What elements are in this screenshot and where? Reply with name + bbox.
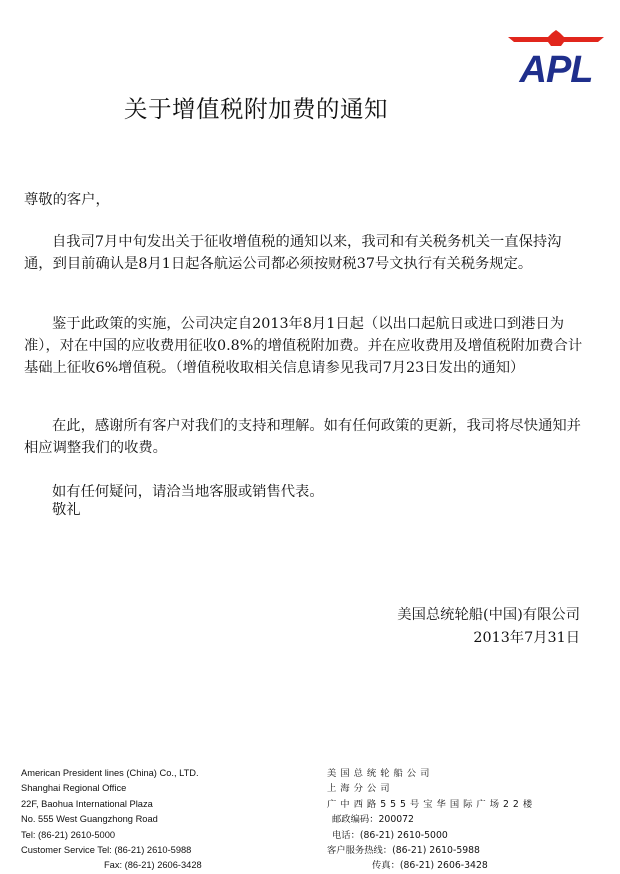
footer-cn-company: 美国总统轮船公司 (327, 768, 434, 779)
signature-date: 2013年7月31日 (473, 630, 580, 646)
footer-en-floor: 22F, Baohua International Plaza (21, 798, 153, 809)
footer-cn-postcode: 邮政编码：200072 (332, 814, 414, 826)
footer-english (21, 766, 202, 874)
footer-cn-fax: 传真：(86-21) 2606-3428 (372, 860, 488, 872)
notice-title: 关于增值税附加费的通知 (124, 95, 388, 123)
footer-en-customer-service: Customer Service Tel: (86-21) 2610-5988 (21, 845, 192, 856)
footer-en-office: Shanghai Regional Office (21, 783, 127, 794)
footer-en-company: American President lines (China) Co., LTD. (21, 768, 199, 778)
paragraph-2: 鉴于此政策的实施，公司决定自2013年8月1日起（以出口起航日或进口到港日为准），对在中国的应收费用征收0.8%的增值税附加费。并在应收费用及增值税附加费合计基础上征收6%增值税。（增值税收取相关信息请参见我司7月23日发出的通知） (24, 316, 583, 376)
footer-cn-office: 上海分公司 (327, 783, 394, 795)
closing: 敬礼 (52, 502, 81, 518)
footer-cn-customer-service: 客户服务热线：(86-21) 2610-5988 (327, 845, 480, 857)
footer-en-tel: Tel: (86-21) 2610-5000 (21, 829, 116, 840)
paragraph-3: 在此，感谢所有客户对我们的支持和理解。如有任何政策的更新，我司将尽快通知并相应调整我们的收费。 (24, 418, 581, 456)
apl-logo (506, 30, 606, 86)
paragraph-4: 如有任何疑问，请洽当地客服或销售代表。 (52, 484, 324, 500)
footer-en-street: No. 555 West Guangzhong Road (21, 814, 158, 825)
paragraph-1: 自我司7月中旬发出关于征收增值税的通知以来，我司和有关税务机关一直保持沟通，到目前确认是8月1日起各航运公司都必须按财税37号文执行有关税务规定。 (24, 234, 562, 272)
footer-chinese (327, 766, 536, 874)
signature-company: 美国总统轮船(中国)有限公司 (397, 607, 580, 623)
logo-text: APL (519, 49, 593, 86)
footer-en-fax: Fax: (86-21) 2606-3428 (104, 860, 202, 871)
footer-cn-address: 广中西路555号宝华国际广场22楼 (327, 798, 537, 810)
eagle-icon (508, 30, 604, 46)
footer-cn-tel: 电话：(86-21) 2610-5000 (332, 829, 448, 841)
greeting: 尊敬的客户， (24, 192, 110, 208)
